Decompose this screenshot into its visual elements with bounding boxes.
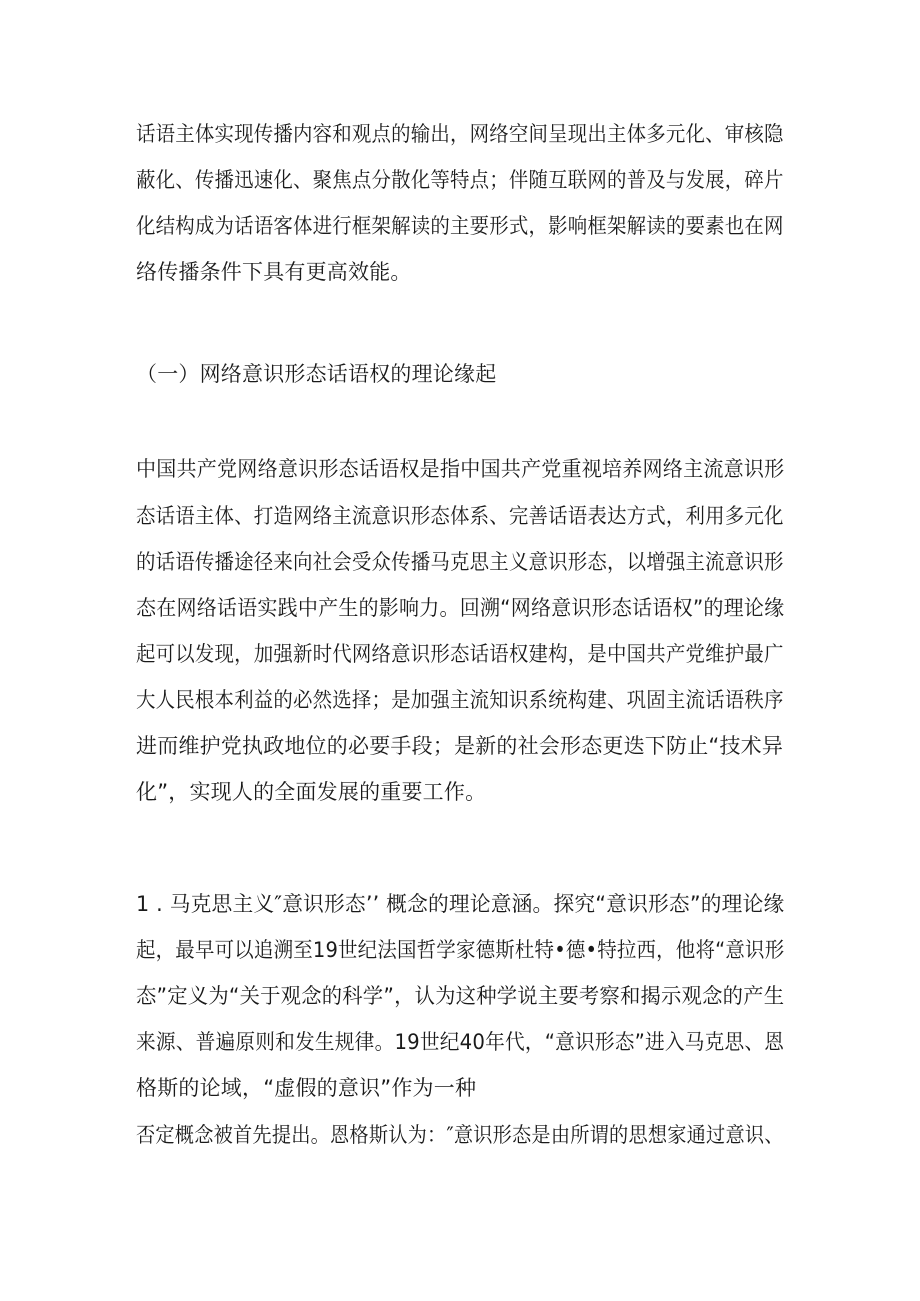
text-line: 起，最早可以追溯至19世纪法国哲学家德斯杜特•德•特拉西，他将“意识形 <box>136 938 785 962</box>
text-line: 格斯的论域，“虚假的意识”作为一种 <box>136 1076 477 1100</box>
text-line: 蔽化、传播迅速化、聚焦点分散化等特点；伴随互联网的普及与发展，碎片 <box>136 168 784 192</box>
text-line: 的话语传播途径来向社会受众传播马克思主义意识形态，以增强主流意识形 <box>136 550 784 574</box>
text-line: 话语主体实现传播内容和观点的输出，网络空间呈现出主体多元化、审核隐 <box>136 122 784 146</box>
text-line: 否定概念被首先提出。恩格斯认为：″意识形态是由所谓的思想家通过意识、 <box>136 1123 784 1147</box>
text-line: 进而维护党执政地位的必要手段；是新的社会形态更迭下防止“技术异 <box>136 734 784 758</box>
text-line: 大人民根本利益的必然选择；是加强主流知识系统构建、巩固主流话语秩序 <box>136 688 784 712</box>
text-line: 态”定义为“关于观念的科学”，认为这种学说主要考察和揭示观念的产生 <box>136 984 785 1008</box>
text-line: 1 . 马克思主义″意识形态’’ 概念的理论意涵。探究“意识形态”的理论缘 <box>136 892 785 916</box>
text-line: 起可以发现，加强新时代网络意识形态话语权建构，是中国共产党维护最广 <box>136 642 784 666</box>
text-line: 来源、普遍原则和发生规律。19世纪40年代，“意识形态”进入马克思、恩 <box>136 1030 785 1054</box>
section-heading: （一）网络意识形态话语权的理论缘起 <box>136 362 497 386</box>
text-line: 化”，实现人的全面发展的重要工作。 <box>136 780 487 804</box>
text-line: 态在网络话语实践中产生的影响力。回溯“网络意识形态话语权”的理论缘 <box>136 596 785 620</box>
text-line: 中国共产党网络意识形态话语权是指中国共产党重视培养网络主流意识形 <box>136 457 785 481</box>
text-line: 态话语主体、打造网络主流意识形态体系、完善话语表达方式，利用多元化 <box>136 504 784 528</box>
text-line: 化结构成为话语客体进行框架解读的主要形式，影响框架解读的要素也在网 <box>136 214 784 238</box>
text-line: 络传播条件下具有更高效能。 <box>136 260 412 284</box>
